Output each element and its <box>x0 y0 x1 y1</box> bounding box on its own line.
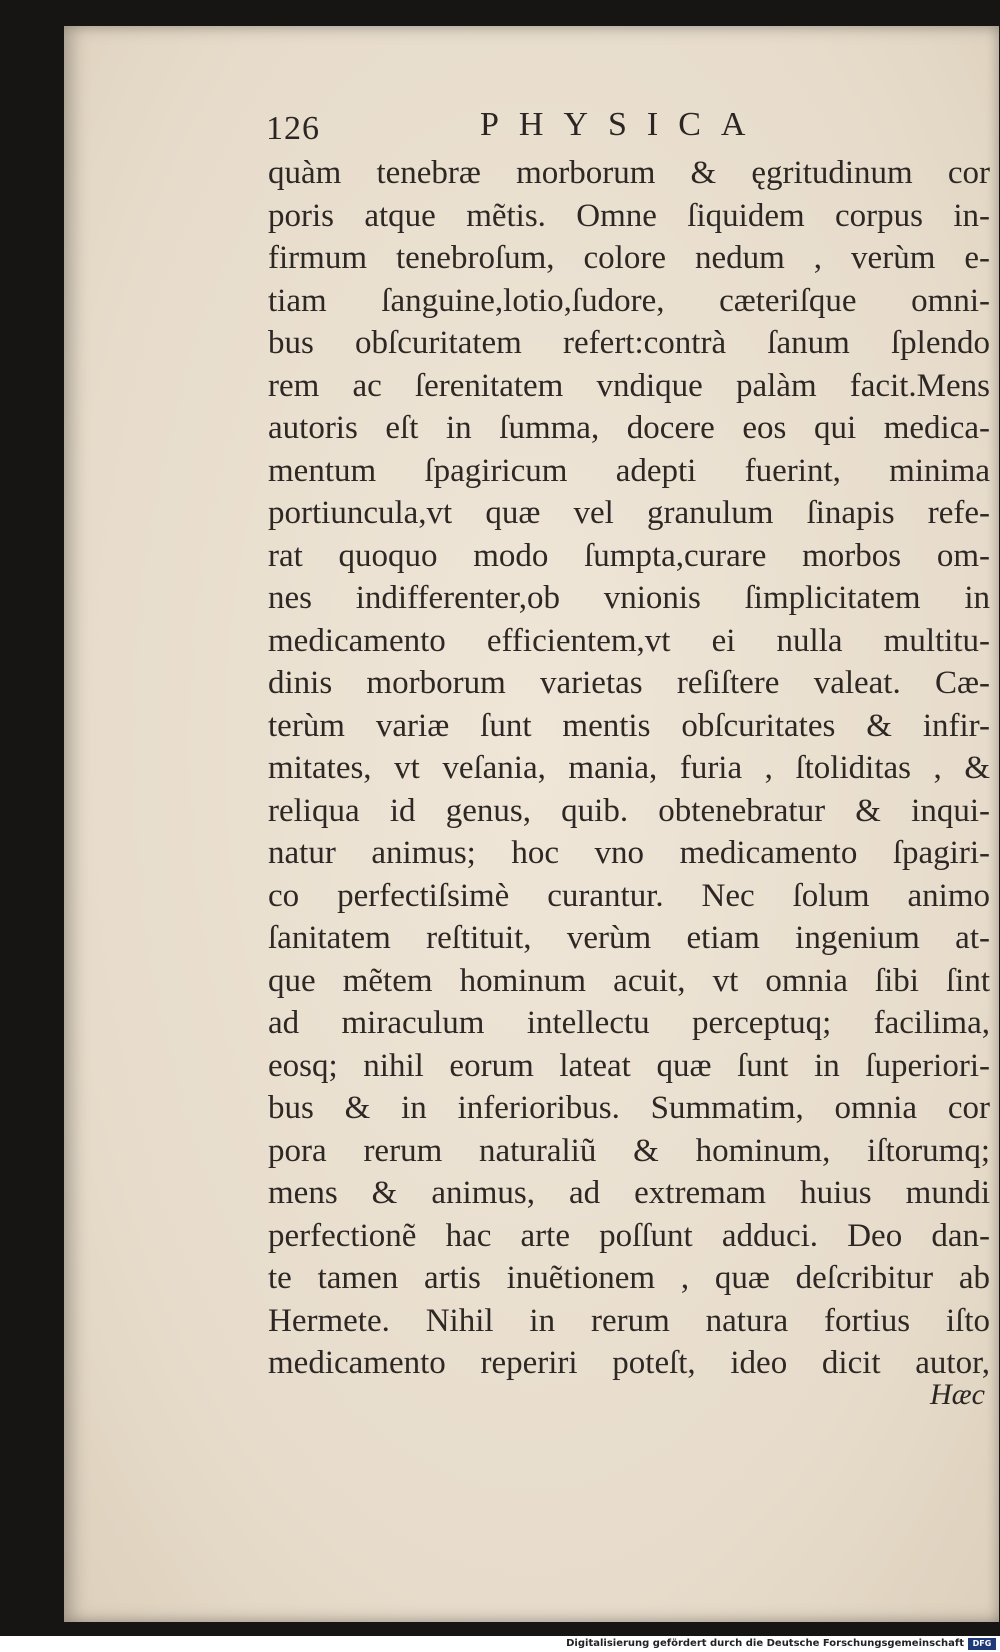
text-line: rem ac ſerenitatem vndique palàm facit.Mens <box>268 367 990 404</box>
catchword: Hæc <box>930 1378 985 1411</box>
dfg-logo-icon: DFG <box>968 1638 996 1650</box>
text-line: tiam ſanguine,lotio,ſudore, cæteriſque omni- <box>268 282 990 319</box>
text-line: pora rerum naturaliũ & hominum, iſtorumq; <box>268 1132 990 1169</box>
text-line: reliqua id genus, quib. obtenebratur & inqui- <box>268 792 990 829</box>
text-line: bus & in inferioribus. Summatim, omnia cor <box>268 1090 990 1126</box>
running-head: PHYSICA <box>480 106 766 143</box>
text-line: perfectionẽ hac arte poſſunt adduci. Deo dan- <box>268 1217 990 1254</box>
text-line: firmum tenebroſum, colore nedum , verùm e- <box>268 240 990 276</box>
text-line: portiuncula,vt quæ vel granulum ſinapis refe- <box>268 495 990 531</box>
text-line: autoris eſt in ſumma, docere eos qui medica- <box>268 410 990 446</box>
text-line: mentum ſpagiricum adepti fuerint, minima <box>268 452 990 489</box>
text-line: Hermete. Nihil in rerum natura fortius iſto <box>268 1302 990 1339</box>
text-line: rat quoquo modo ſumpta,curare morbos om- <box>268 537 990 574</box>
text-line: medicamento efficientem,vt ei nulla multitu- <box>268 622 990 659</box>
text-block <box>268 152 990 1385</box>
text-line: te tamen artis inuẽtionem , quæ deſcribitur ab <box>268 1260 990 1296</box>
text-line: eosq; nihil eorum lateat quæ ſunt in ſuperiori- <box>268 1047 990 1084</box>
text-line: dinis morborum varietas reſiſtere valeat. Cæ- <box>268 665 990 701</box>
page-number: 126 <box>266 110 320 147</box>
text-line: mens & animus, ad extremam huius mundi <box>268 1175 990 1211</box>
text-line: quàm tenebræ morborum & ęgritudinum cor <box>268 155 990 191</box>
text-line: bus obſcuritatem refert:contrà ſanum ſplendo <box>268 325 990 361</box>
text-line: ad miraculum intellectu perceptuq; facilima, <box>268 1005 990 1041</box>
funding-credit: Digitalisierung gefördert durch die Deutsche Forschungsgemeinschaft <box>566 1638 964 1649</box>
text-line: poris atque mẽtis. Omne ſiquidem corpus in- <box>268 197 990 234</box>
text-line: que mẽtem hominum acuit, vt omnia ſibi ſint <box>268 962 990 999</box>
text-line: mitates, vt veſania, mania, furia , ſtoliditas , & <box>268 750 990 786</box>
text-line: nes indifferenter,ob vnionis ſimplicitatem in <box>268 580 990 616</box>
text-line: medicamento reperiri poteſt, ideo dicit autor, <box>268 1345 990 1381</box>
text-line: terùm variæ ſunt mentis obſcuritates & infir- <box>268 707 990 744</box>
text-line: ſanitatem reſtituit, verùm etiam ingenium at- <box>268 920 990 956</box>
text-line: natur animus; hoc vno medicamento ſpagiri- <box>268 835 990 871</box>
text-line: co perfectiſsimè curantur. Nec ſolum animo <box>268 877 990 914</box>
